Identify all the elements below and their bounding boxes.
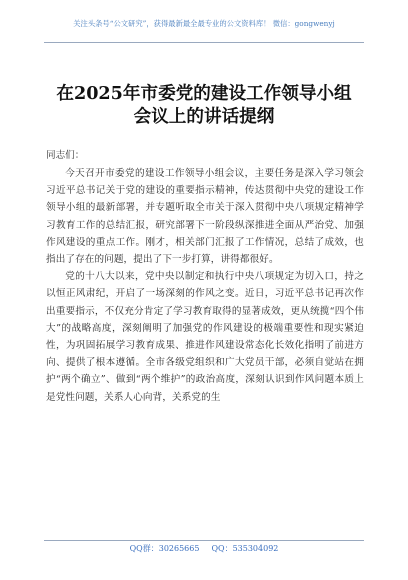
footer-divider: [44, 540, 364, 541]
header-divider: [44, 42, 364, 43]
header-notice: 关注头条号“公文研究”，获得最新最全最专业的公文资料库！ 微信：gongwenyj: [73, 19, 335, 28]
title-line-1: 在2025年市委党的建设工作领导小组: [56, 83, 352, 104]
footer-contact: [0, 543, 408, 555]
paragraph-1: 今天召开市委党的建设工作领导小组会议，主要任务是深入学习领会习近平总书记关于党的建设的重要指示精神，传达贯彻中央党的建设工作领导小组的最新部署，并专题听取全市关于深入贯彻中央八项规定精神学习教育工作的总结汇报，研究部署下一阶段纵深推进全面从严治党、加强作风建设的重点工作。刚才，相关部门汇报了工作情况，总结了成效，也指出了存在的问题，提出了下一步打算，讲得都很好。: [46, 168, 364, 266]
paragraph-2: 党的十八大以来，党中央以制定和执行中央八项规定为切入口，持之以恒正风肃纪，开启了一场深刻的作风之变。近日，习近平总书记再次作出重要指示，不仅充分肯定了学习教育取得的显著成效，更从统揽“四个伟大”的战略高度，深刻阐明了加强党的作风建设的极端重要性和现实紧迫性，为巩固拓展学习教育成果、推进作风建设常态化长效化指明了前进方向、提供了根本遵循。全市各级党组织和广大党员干部，必须自觉站在拥护“两个确立”、做到“两个维护”的政治高度，深刻认识到作风问题本质上是党性问题，关系人心向背，关系党的生: [46, 271, 364, 403]
footer-qq-group: QQ群：30265665: [129, 544, 200, 553]
document-title: [40, 82, 368, 128]
document-body: [46, 165, 364, 406]
title-line-2: 会议上的讲话提纲: [133, 106, 275, 127]
footer-qq: QQ：535304092: [211, 544, 279, 553]
salutation: 同志们：: [46, 150, 85, 161]
